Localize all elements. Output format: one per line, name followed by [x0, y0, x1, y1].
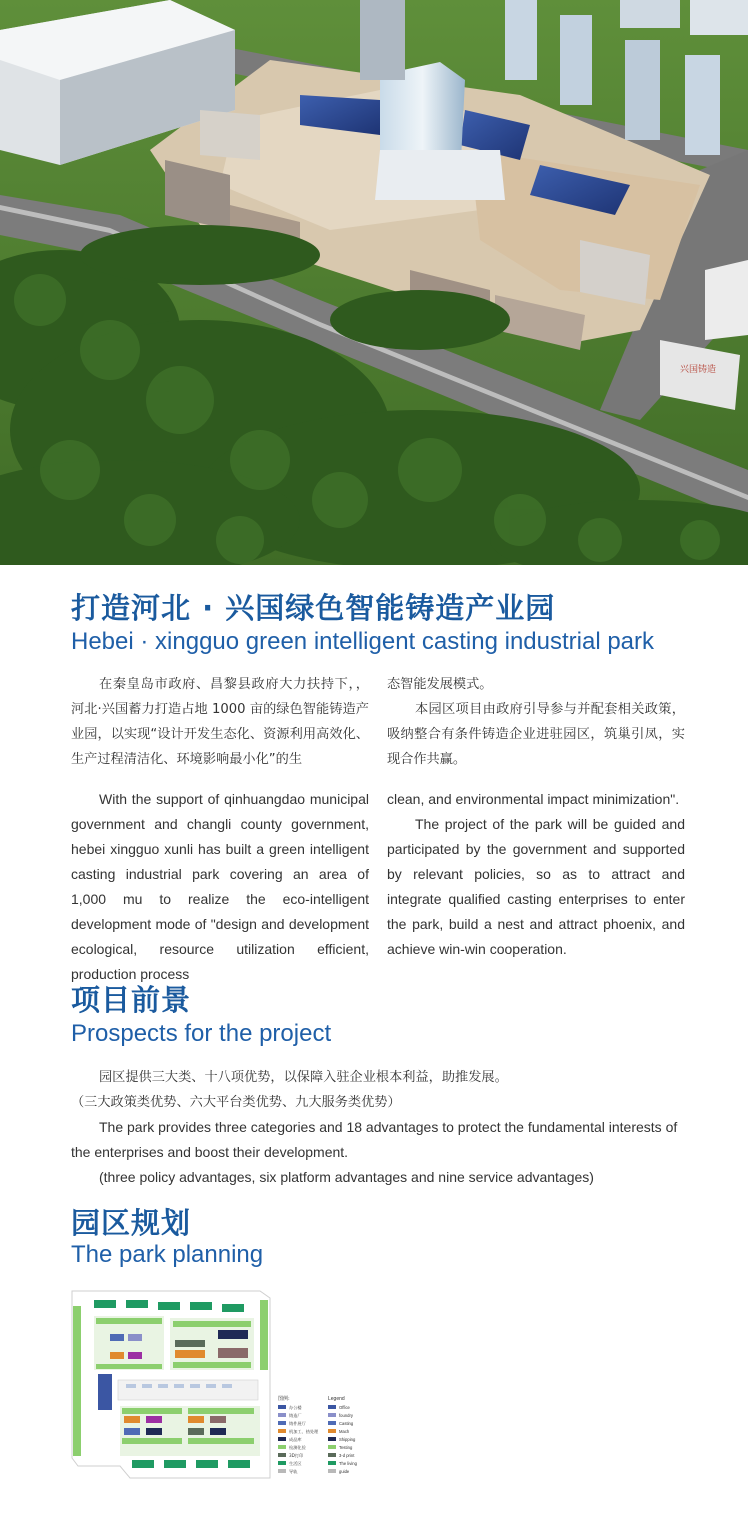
legend-swatch [278, 1405, 286, 1409]
legend-label-en: Mach [339, 1429, 350, 1434]
legend-label-en: 3-d print [339, 1453, 355, 1458]
legend-swatch [278, 1453, 286, 1457]
legend-label-en: The living [339, 1461, 357, 1466]
legend-swatch [328, 1461, 336, 1465]
prospects-cn-line2: （三大政策类优势、六大平台类优势、九大服务类优势） [71, 1095, 401, 1110]
en-right-paragraph-2: The project of the park will be guided and participated by the government and supported by relevant policies, so as to attract and integrate qualified casting enterprises to enter the park, build a nest and attract phoenix, and achieve win-win cooperation. [387, 816, 685, 957]
section1-title-cn: 打造河北 · 兴国绿色智能铸造产业园 [71, 591, 556, 625]
legend-label-en: Testing [339, 1445, 353, 1450]
section1-cn-left [71, 672, 369, 772]
section3-title-cn: 园区规划 [71, 1206, 192, 1240]
cn-right-paragraph-2: 本园区项目由政府引导参与并配套相关政策，吸纳整合有条件铸造企业进驻园区，筑巢引凤，实现合作共赢。 [387, 702, 685, 767]
en-right-paragraph-1: clean, and environmental impact minimization". [387, 791, 680, 807]
legend-swatch [328, 1405, 336, 1409]
section3-title-en: The park planning [71, 1241, 264, 1268]
park-plan-map [70, 1288, 370, 1497]
section1-en-left [71, 787, 369, 987]
legend-label-en: Casting [339, 1421, 354, 1426]
legend-swatch [278, 1461, 286, 1465]
section2-body [71, 1065, 685, 1190]
legend-label-cn: 机加工、热处理 [289, 1429, 319, 1434]
en-left-paragraph: With the support of qinhuangdao municipal government and changli county government, hebei xingguo xunli has built a green intelligent casting industrial park covering an area of 1,000 mu to realize the eco-intelligent development mode of "design and development ecological, resource utilization efficient, production process [71, 791, 369, 982]
legend-swatch [328, 1469, 336, 1473]
section1-cn-right [387, 672, 685, 772]
legend-title-en: Legend [328, 1396, 345, 1402]
legend-label-en: Office [339, 1405, 350, 1410]
building-sign: 兴国铸造 [680, 365, 717, 375]
legend-swatch [278, 1437, 286, 1441]
legend-label-cn: 生活区 [289, 1461, 302, 1466]
legend-label-cn: 检测化验 [289, 1445, 306, 1450]
prospects-en-line1: The park provides three categories and 18 advantages to protect the fundamental interests of the enterprises and boost their development. [71, 1119, 678, 1160]
legend-swatch [328, 1429, 336, 1433]
section2-title-cn: 项目前景 [71, 983, 192, 1017]
legend-swatch [328, 1437, 336, 1441]
legend-swatch [328, 1445, 336, 1449]
legend-label-en: guide [339, 1469, 350, 1474]
legend-swatch [278, 1421, 286, 1425]
prospects-en-line2: (three policy advantages, six platform advantages and nine service advantages) [99, 1169, 594, 1185]
hero-image [0, 0, 748, 565]
legend-label-cn: 铸造厂 [289, 1413, 302, 1418]
legend-label-cn: 办公楼 [289, 1405, 302, 1410]
section1-title-en: Hebei · xingguo green intelligent casting industrial park [71, 628, 655, 655]
legend-label-cn: 3D打印 [289, 1453, 304, 1458]
legend-title-cn: 图例: [278, 1396, 290, 1402]
prospects-cn-line1: 园区提供三大类、十八项优势，以保障入驻企业根本利益，助推发展。 [99, 1070, 508, 1085]
legend-swatch [328, 1413, 336, 1417]
legend-swatch [278, 1469, 286, 1473]
section1-en-right [387, 787, 685, 962]
legend-label-cn: 铸件展厅 [289, 1421, 306, 1426]
cn-right-paragraph-1: 态智能发展模式。 [387, 677, 493, 692]
legend-label-en: Shipping [339, 1437, 356, 1442]
legend-label-en: foundry [339, 1413, 353, 1418]
legend-label-cn: 导轨 [289, 1469, 298, 1474]
legend-label-cn: 成品库 [289, 1437, 302, 1442]
legend-swatch [328, 1453, 336, 1457]
legend-swatch [278, 1445, 286, 1449]
plan-legend [278, 1404, 358, 1475]
legend-swatch [278, 1429, 286, 1433]
section2-title-en: Prospects for the project [71, 1020, 332, 1047]
legend-swatch [328, 1421, 336, 1425]
legend-swatch [278, 1413, 286, 1417]
cn-left-paragraph: 在秦皇岛市政府、昌黎县政府大力扶持下，，河北·兴国蓄力打造占地 1000 亩的绿色智能铸造产业园，以实现“设计开发生态化、资源利用高效化、生产过程清洁化、环境影响最小化”的生 [71, 677, 369, 767]
